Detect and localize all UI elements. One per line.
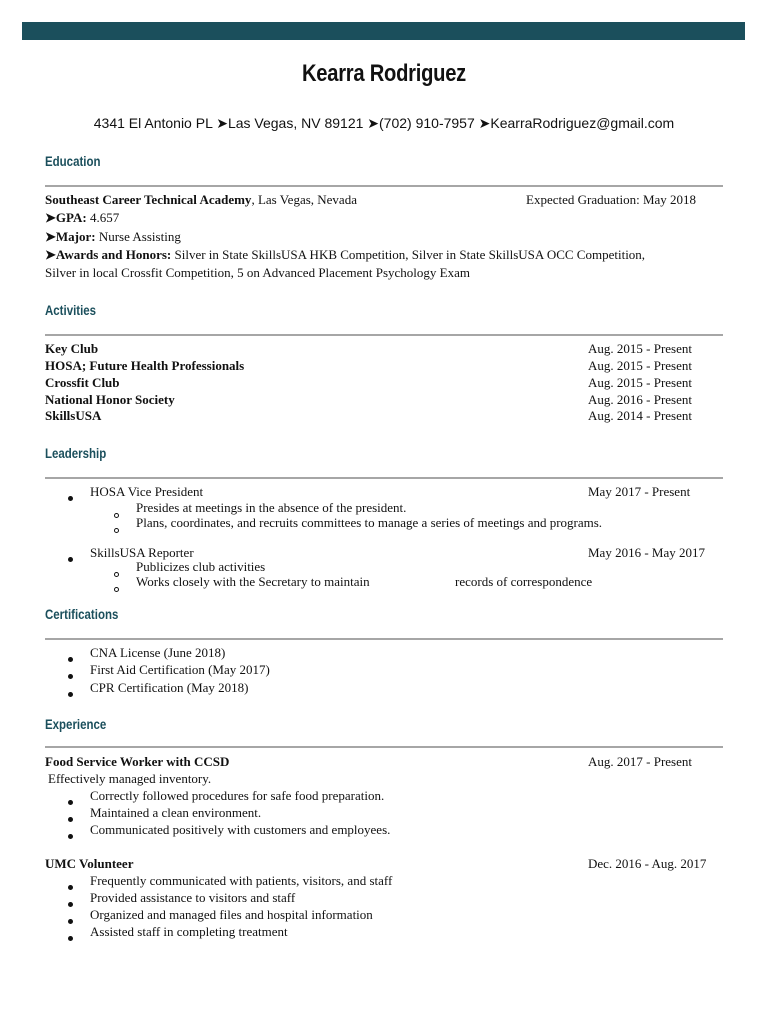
job-bullet: Provided assistance to visitors and staff <box>90 890 296 905</box>
activity-name: HOSA; Future Health Professionals <box>45 358 245 373</box>
section-divider <box>45 746 723 748</box>
section-title-education: Education <box>45 153 101 169</box>
section-divider <box>45 185 723 187</box>
major-line <box>45 228 181 245</box>
bullet-icon <box>68 792 73 809</box>
contact-info: 4341 El Antonio PL ➤Las Vegas, NV 89121 ➤(702) 910-7957 ➤KearraRodriguez@gmail.com <box>93 115 675 131</box>
school-location: , Las Vegas, Nevada <box>251 192 357 207</box>
leadership-role: HOSA Vice President <box>90 484 204 499</box>
job-title: UMC Volunteer <box>45 856 134 871</box>
section-title-experience: Experience <box>45 716 107 732</box>
section-title-activities: Activities <box>45 302 97 318</box>
leadership-detail: Works closely with the Secretary to maintain <box>136 574 370 589</box>
job-title: Food Service Worker with CCSD <box>45 754 230 769</box>
education-school-line <box>45 191 357 208</box>
awards-value: Silver in State SkillsUSA HKB Competition, Silver in State SkillsUSA OCC Competition, <box>171 247 646 262</box>
bullet-icon <box>68 549 73 566</box>
leadership-detail: Presides at meetings in the absence of the president. <box>136 500 407 515</box>
school-name: Southeast Career Technical Academy <box>45 192 252 207</box>
bullet-icon <box>68 684 73 701</box>
section-divider <box>45 334 723 336</box>
section-divider <box>45 477 723 479</box>
job-bullet: Frequently communicated with patients, visitors, and staff <box>90 873 393 888</box>
job-bullet: Assisted staff in completing treatment <box>90 924 288 939</box>
job-summary: Effectively managed inventory. <box>48 771 212 786</box>
activity-date: Aug. 2016 - Present <box>588 392 692 407</box>
leadership-detail-tail: records of correspondence <box>455 574 593 589</box>
leadership-detail: Plans, coordinates, and recruits committees to manage a series of meetings and programs. <box>136 515 603 530</box>
certification-item: First Aid Certification (May 2017) <box>90 662 270 677</box>
certification-item: CPR Certification (May 2018) <box>90 680 249 695</box>
leadership-role: SkillsUSA Reporter <box>90 545 194 560</box>
bullet-icon <box>68 911 73 928</box>
bullet-icon <box>68 826 73 843</box>
activity-name: Key Club <box>45 341 99 356</box>
gpa-label: ➤GPA: <box>45 210 87 225</box>
activity-name: Crossfit Club <box>45 375 120 390</box>
awards-label: ➤Awards and Honors: <box>45 247 172 262</box>
job-bullet: Organized and managed files and hospital information <box>90 907 373 922</box>
activity-name: National Honor Society <box>45 392 175 407</box>
leadership-date: May 2017 - Present <box>588 484 691 499</box>
bullet-icon <box>68 809 73 826</box>
bullet-icon <box>68 649 73 666</box>
leadership-detail: Publicizes club activities <box>136 559 266 574</box>
activity-date: Aug. 2014 - Present <box>588 408 692 423</box>
job-date: Aug. 2017 - Present <box>588 754 692 769</box>
candidate-name: Kearra Rodriguez <box>301 60 467 87</box>
header-accent-bar <box>22 22 745 40</box>
section-title-leadership: Leadership <box>45 445 107 461</box>
job-bullet: Correctly followed procedures for safe food preparation. <box>90 788 385 803</box>
bullet-icon <box>68 666 73 683</box>
major-label: ➤Major: <box>45 229 96 244</box>
leadership-date: May 2016 - May 2017 <box>588 545 705 560</box>
activity-date: Aug. 2015 - Present <box>588 341 692 356</box>
bullet-icon <box>68 928 73 945</box>
job-bullet: Communicated positively with customers and employees. <box>90 822 391 837</box>
job-date: Dec. 2016 - Aug. 2017 <box>588 856 707 871</box>
gpa-line <box>45 209 119 226</box>
bullet-icon <box>68 894 73 911</box>
bullet-icon <box>68 488 73 505</box>
certification-item: CNA License (June 2018) <box>90 645 226 660</box>
section-title-certifications: Certifications <box>45 606 119 622</box>
gpa-value: 4.657 <box>86 210 120 225</box>
bullet-icon <box>68 877 73 894</box>
activity-date: Aug. 2015 - Present <box>588 375 692 390</box>
sub-bullet-icon <box>114 520 119 537</box>
sub-bullet-icon <box>114 579 119 596</box>
graduation-date: Expected Graduation: May 2018 <box>526 192 697 207</box>
awards-line-continued: Silver in local Crossfit Competition, 5 on Advanced Placement Psychology Exam <box>45 265 470 280</box>
activity-name: SkillsUSA <box>45 408 102 423</box>
major-value: Nurse Assisting <box>95 229 181 244</box>
activity-date: Aug. 2015 - Present <box>588 358 692 373</box>
awards-line <box>45 246 645 263</box>
job-bullet: Maintained a clean environment. <box>90 805 262 820</box>
section-divider <box>45 638 723 640</box>
